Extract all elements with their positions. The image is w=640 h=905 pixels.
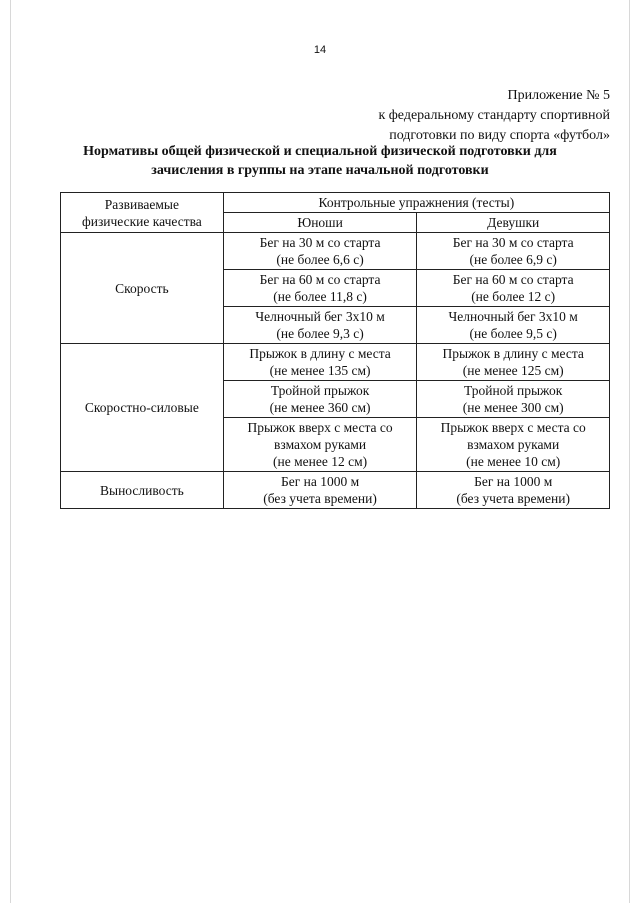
girls-test-cell xyxy=(417,472,610,509)
test-text-line: (не более 12 с) xyxy=(471,289,556,304)
header-qualities-line-1: Развиваемые xyxy=(104,196,179,212)
title-line-2: зачисления в группы на этапе начальной подготовки xyxy=(151,163,489,178)
boys-test-cell xyxy=(223,472,417,509)
header-row xyxy=(61,193,610,213)
girls-test-cell xyxy=(417,418,610,472)
boys-test-cell xyxy=(223,381,417,418)
test-text-line: (без учета времени) xyxy=(263,491,377,506)
boys-test-cell xyxy=(223,270,417,307)
test-text-line: взмахом руками xyxy=(274,437,367,452)
boys-test-cell xyxy=(223,344,417,381)
girls-test-cell xyxy=(417,233,610,270)
appendix-line-2: к федеральному стандарту спортивной xyxy=(378,108,610,123)
header-tests: Контрольные упражнения (тесты) xyxy=(223,193,609,213)
appendix-line-3: подготовки по виду спорта «футбол» xyxy=(389,128,610,143)
page-number: 14 xyxy=(313,44,327,56)
test-text-line: (не более 9,3 с) xyxy=(276,326,364,341)
boys-test-cell xyxy=(223,418,417,472)
table-row xyxy=(61,472,610,509)
test-text-line: Тройной прыжок xyxy=(270,383,370,398)
header-qualities xyxy=(61,193,224,233)
test-text-line: Бег на 60 м со старта xyxy=(259,272,381,287)
test-text-line: Бег на 60 м со старта xyxy=(452,272,574,287)
header-boys: Юноши xyxy=(223,213,417,233)
test-text-line: (не менее 12 см) xyxy=(273,454,368,469)
test-text-line: (не более 6,6 с) xyxy=(276,252,364,267)
table-row xyxy=(61,344,610,381)
test-text-line: Бег на 1000 м xyxy=(280,474,360,489)
test-text-line: (не менее 10 см) xyxy=(466,454,561,469)
test-text-line: (без учета времени) xyxy=(456,491,570,506)
test-text-line: взмахом руками xyxy=(467,437,560,452)
test-text-line: Прыжок в длину с места xyxy=(442,346,584,361)
test-text-line: Прыжок вверх с места со xyxy=(440,420,586,435)
document-title xyxy=(40,142,600,180)
appendix-note xyxy=(378,86,610,146)
quality-cell: Скоростно-силовые xyxy=(61,344,224,472)
quality-cell: Скорость xyxy=(61,233,224,344)
test-text-line: (не менее 135 см) xyxy=(269,363,371,378)
test-text-line: Прыжок вверх с места со xyxy=(247,420,393,435)
test-text-line: (не более 11,8 с) xyxy=(273,289,367,304)
test-text-line: (не более 9,5 с) xyxy=(469,326,557,341)
test-text-line: (не менее 300 см) xyxy=(462,400,564,415)
girls-test-cell xyxy=(417,344,610,381)
test-text-line: Челночный бег 3х10 м xyxy=(448,309,578,324)
header-qualities-line-2: физические качества xyxy=(81,213,202,229)
title-line-1: Нормативы общей физической и специальной физической подготовки для xyxy=(83,144,557,159)
test-text-line: Бег на 30 м со старта xyxy=(259,235,381,250)
appendix-line-1: Приложение № 5 xyxy=(507,88,610,103)
norms-table-body xyxy=(61,193,610,509)
boys-test-cell xyxy=(223,233,417,270)
test-text-line: Тройной прыжок xyxy=(463,383,563,398)
table-row xyxy=(61,233,610,270)
test-text-line: Челночный бег 3х10 м xyxy=(255,309,385,324)
girls-test-cell xyxy=(417,270,610,307)
header-girls: Девушки xyxy=(417,213,610,233)
test-text-line: Прыжок в длину с места xyxy=(249,346,391,361)
boys-test-cell xyxy=(223,307,417,344)
norms-table xyxy=(60,192,610,509)
quality-cell: Выносливость xyxy=(61,472,224,509)
test-text-line: (не более 6,9 с) xyxy=(469,252,557,267)
test-text-line: Бег на 30 м со старта xyxy=(452,235,574,250)
girls-test-cell xyxy=(417,381,610,418)
test-text-line: (не менее 360 см) xyxy=(269,400,371,415)
test-text-line: (не менее 125 см) xyxy=(462,363,564,378)
girls-test-cell xyxy=(417,307,610,344)
test-text-line: Бег на 1000 м xyxy=(474,474,553,489)
